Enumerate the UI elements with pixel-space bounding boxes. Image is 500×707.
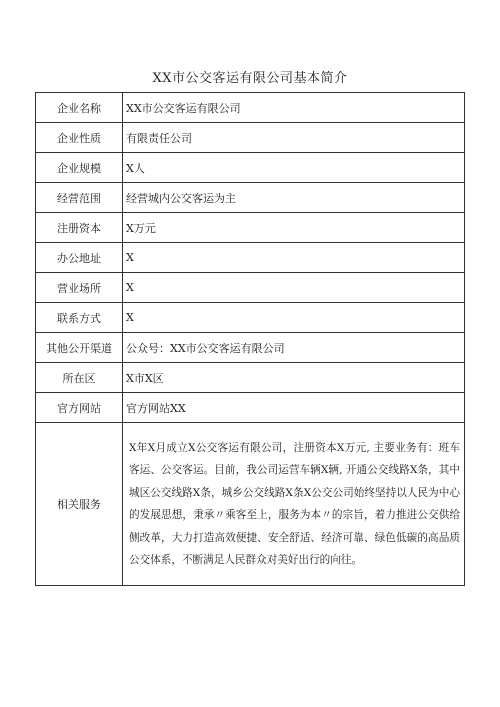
service-label: 相关服务 [36, 423, 123, 586]
row-value: X [123, 273, 465, 303]
table-row [36, 123, 465, 153]
table-row-service [36, 423, 465, 586]
company-info-table [35, 92, 465, 586]
row-value: XX市公交客运有限公司 [123, 93, 465, 123]
row-value: X [123, 303, 465, 333]
row-value: 有限责任公司 [123, 123, 465, 153]
row-value: X市X区 [123, 363, 465, 393]
row-label: 注册资本 [36, 213, 123, 243]
table-row [36, 93, 465, 123]
table-row [36, 213, 465, 243]
table-row [36, 393, 465, 423]
table-row [36, 273, 465, 303]
row-label: 经营范围 [36, 183, 123, 213]
row-label: 营业场所 [36, 273, 123, 303]
table-row [36, 183, 465, 213]
row-label: 企业名称 [36, 93, 123, 123]
row-label: 企业规模 [36, 153, 123, 183]
table-row [36, 363, 465, 393]
row-label: 其他公开渠道 [36, 333, 123, 363]
table-row [36, 303, 465, 333]
row-label: 所在区 [36, 363, 123, 393]
row-value: 官方网站XX [123, 393, 465, 423]
service-cell [123, 423, 465, 586]
table-row [36, 153, 465, 183]
row-value: 公众号：XX市公交客运有限公司 [123, 333, 465, 363]
row-value: X [123, 243, 465, 273]
service-description: X年X月成立X公交客运有限公司，注册资本X万元, 主要业务有：班车客运、公交客运。目前，我公司运营车辆X辆, 开通公交线路X条，其中城区公交线路X条，城乡公交线路X条X公交公司始终坚持以人民为中心的发展思想，秉承〃乘客至上，服务为本〃的宗旨，着力推进公交供给侧改革，大力打造高效便捷、安全舒适、经济可靠、绿色低碳的高品质公交体系，不断满足人民群众对美好出行的向往。 [129, 441, 460, 566]
document-title: XX市公交客运有限公司基本简介 [152, 71, 348, 86]
row-value: 经营城内公交客运为主 [123, 183, 465, 213]
table-row [36, 333, 465, 363]
row-value: X万元 [123, 213, 465, 243]
row-label: 官方网站 [36, 393, 123, 423]
row-label: 办公地址 [36, 243, 123, 273]
table-row [36, 243, 465, 273]
row-label: 企业性质 [36, 123, 123, 153]
row-label: 联系方式 [36, 303, 123, 333]
row-value: X人 [123, 153, 465, 183]
